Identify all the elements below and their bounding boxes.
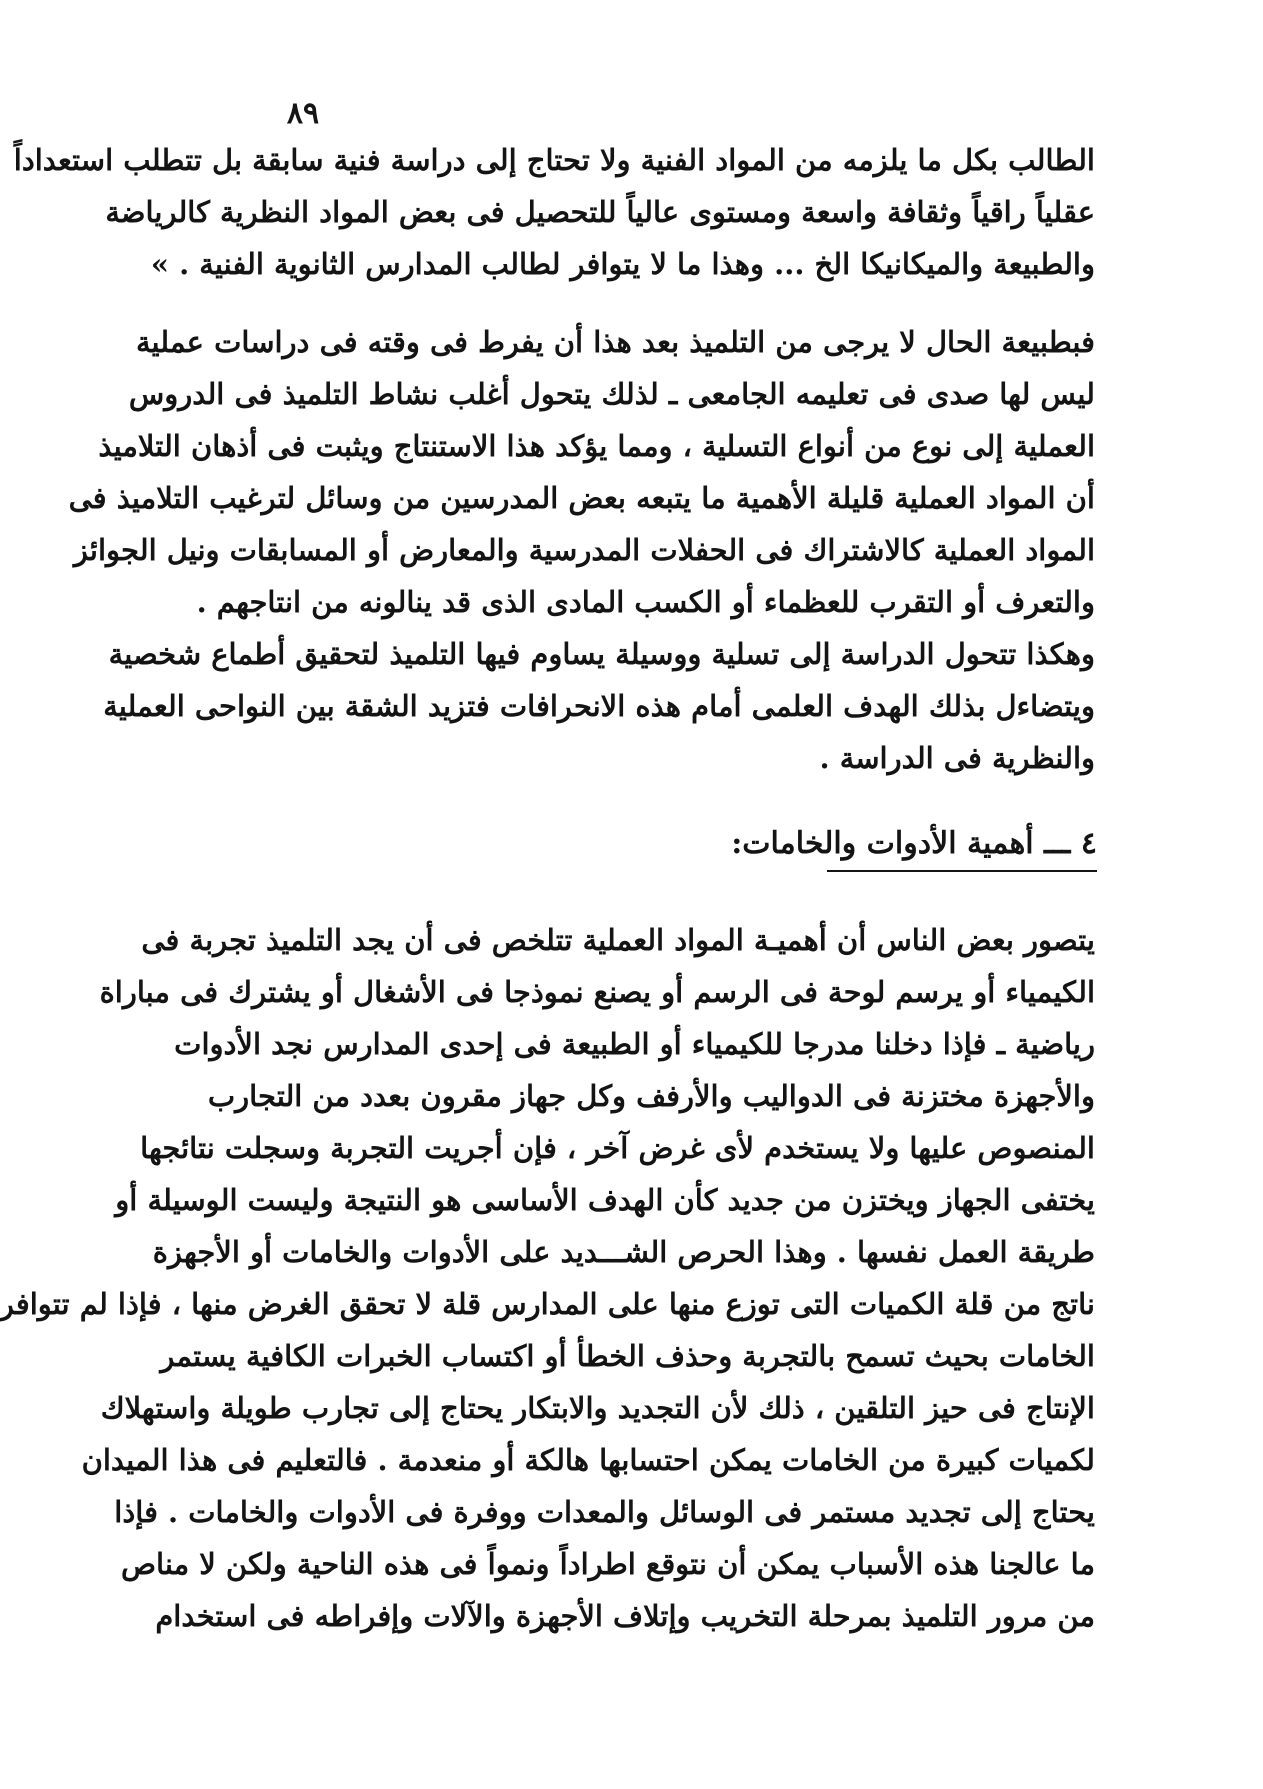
text-line: والتعرف أو التقرب للعظماء أو الكسب المادى الذى قد ينالونه من انتاجهم .: [196, 585, 1095, 619]
text-line: الكيمياء أو يرسم لوحة فى الرسم أو يصنع نموذجا فى الأشغال أو يشترك فى مباراة: [99, 975, 1095, 1009]
text-line: عقلياً راقياً وثقافة واسعة ومستوى عالياً للتحصيل فى بعض المواد النظرية كالرياضة: [105, 195, 1095, 229]
text-line: طريقة العمل نفسها . وهذا الحرص الشـــديد على الأدوات والخامات أو الأجهزة: [152, 1235, 1095, 1269]
page-number: ٨٩: [286, 96, 320, 131]
heading-underline: [827, 870, 1097, 872]
text-line: ويتضاءل بذلك الهدف العلمى أمام هذه الانحرافات فتزيد الشقة بين النواحى العملية: [103, 689, 1095, 723]
text-line: الطالب بكل ما يلزمه من المواد الفنية ولا تحتاج إلى دراسة فنية سابقة بل تتطلب استعداداً: [13, 143, 1095, 177]
text-line: الخامات بحيث تسمح بالتجربة وحذف الخطأ أو اكتساب الخبرات الكافية يستمر: [160, 1339, 1095, 1373]
text-line: العملية إلى نوع من أنواع التسلية ، ومما يؤكد هذا الاستنتاج ويثبت فى أذهان التلاميذ: [98, 429, 1095, 463]
text-line: لكميات كبيرة من الخامات يمكن احتسابها هالكة أو منعدمة . فالتعليم فى هذا الميدان: [81, 1443, 1095, 1477]
text-line: فبطبيعة الحال لا يرجى من التلميذ بعد هذا أن يفرط فى وقته فى دراسات عملية: [136, 325, 1095, 359]
text-line: المواد العملية كالاشتراك فى الحفلات المدرسية والمعارض أو المسابقات ونيل الجوائز: [73, 533, 1095, 567]
text-line: والنظرية فى الدراسة .: [819, 741, 1095, 775]
text-line: ليس لها صدى فى تعليمه الجامعى ـ لذلك يتحول أغلب نشاط التلميذ فى الدروس: [128, 377, 1095, 411]
text-line: ناتج من قلة الكميات التى توزع منها على المدارس قلة لا تحقق الغرض منها ، فإذا لم تتوافر: [0, 1287, 1095, 1321]
text-line: يختفى الجهاز ويختزن من جديد كأن الهدف الأساسى هو النتيجة وليست الوسيلة أو: [115, 1183, 1095, 1217]
text-line: يحتاج إلى تجديد مستمر فى الوسائل والمعدات ووفرة فى الأدوات والخامات . فإذا: [114, 1495, 1095, 1529]
text-line: والأجهزة مختزنة فى الدواليب والأرفف وكل جهاز مقرون بعدد من التجارب: [207, 1079, 1095, 1113]
text-line: يتصور بعض الناس أن أهميـة المواد العملية تتلخص فى أن يجد التلميذ تجربة فى: [141, 923, 1095, 957]
text-line: رياضية ـ فإذا دخلنا مدرجا للكيمياء أو الطبيعة فى إحدى المدارس نجد الأدوات: [174, 1027, 1095, 1061]
section-heading: ٤ ـــ أهمية الأدوات والخامات:: [731, 826, 1097, 861]
text-line: الإنتاج فى حيز التلقين ، ذلك لأن التجديد والابتكار يحتاج إلى تجارب طويلة واستهلاك: [100, 1391, 1095, 1425]
text-line: المنصوص عليها ولا يستخدم لأى غرض آخر ، فإن أجريت التجربة وسجلت نتائجها: [140, 1131, 1095, 1165]
text-line: أن المواد العملية قليلة الأهمية ما يتبعه بعض المدرسين من وسائل لترغيب التلاميذ فى: [68, 481, 1095, 515]
text-line: والطبيعة والميكانيكا الخ ... وهذا ما لا يتوافر لطالب المدارس الثانوية الفنية . »: [150, 247, 1095, 281]
text-line: من مرور التلميذ بمرحلة التخريب وإتلاف الأجهزة والآلات وإفراطه فى استخدام: [155, 1599, 1095, 1633]
text-line: وهكذا تتحول الدراسة إلى تسلية ووسيلة يساوم فيها التلميذ لتحقيق أطماع شخصية: [108, 637, 1095, 671]
text-line: ما عالجنا هذه الأسباب يمكن أن نتوقع اطراداً ونمواً فى هذه الناحية ولكن لا مناص: [120, 1547, 1095, 1581]
